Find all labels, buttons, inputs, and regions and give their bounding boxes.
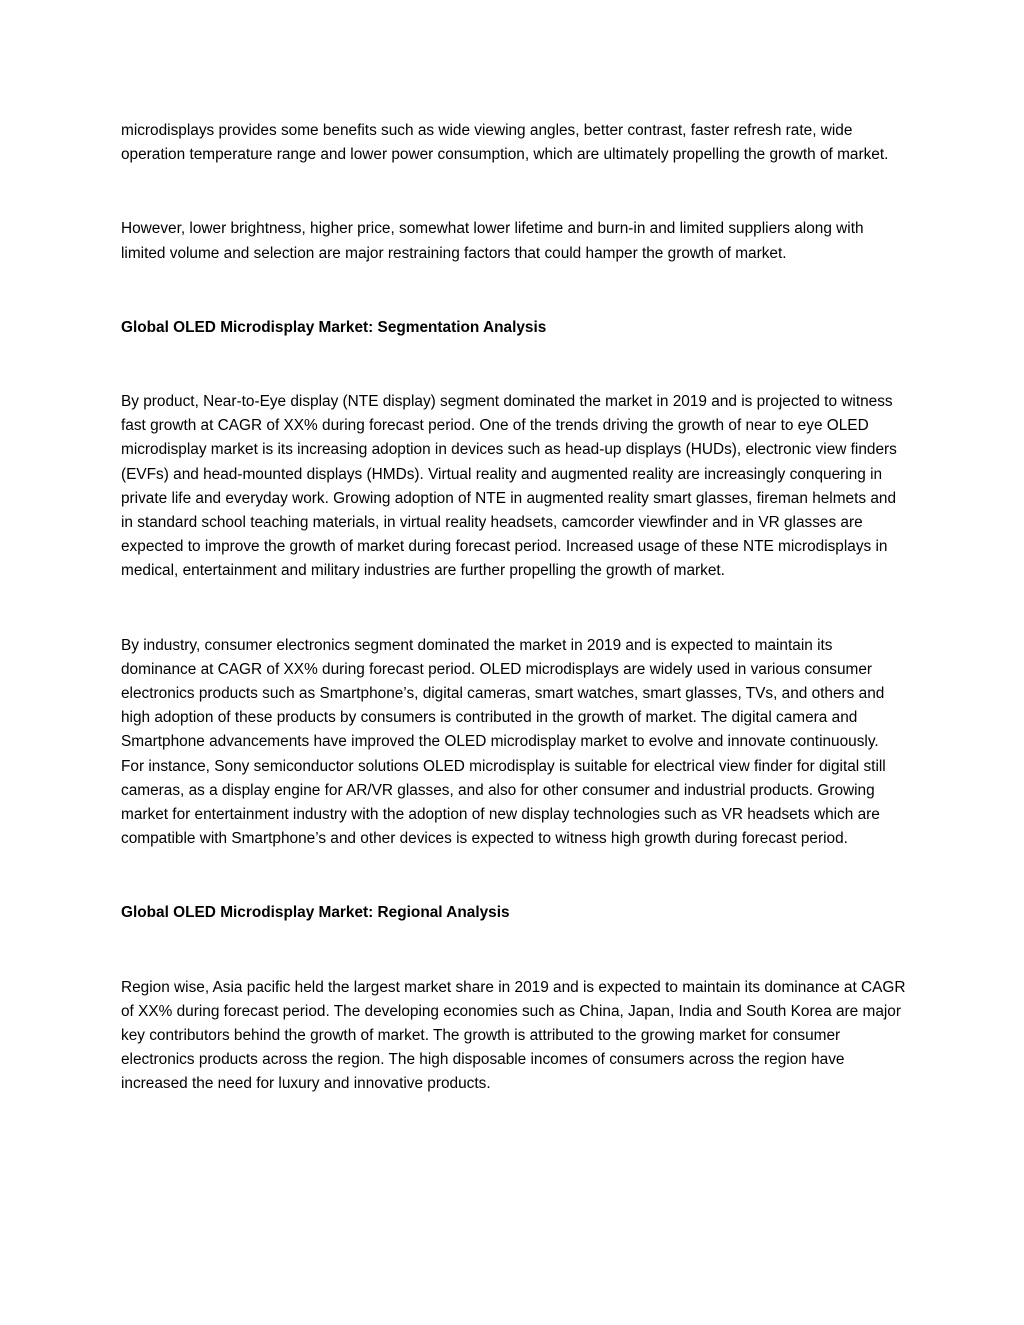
paragraph-spacer <box>121 340 906 390</box>
paragraph-by-industry: By industry, consumer electronics segment dominated the market in 2019 and is expected to maintain its dominance at CAGR of XX% during forecast period. OLED microdisplays are widely used in various consumer electronics products such as Smartphone’s, digital cameras, smart watches, smart glasses, TVs, and others and high adoption of these products by consumers is contributed in the growth of market. The digital camera and Smartphone advancements have improved the OLED microdisplay market to evolve and innovate continuously. For instance, Sony semiconductor solutions OLED microdisplay is suitable for electrical view finder for digital still cameras, as a display engine for AR/VR glasses, and also for other consumer and industrial products. Growing market for entertainment industry with the adoption of new display technologies such as VR headsets which are compatible with Smartphone’s and other devices is expected to witness high growth during forecast period. <box>121 636 886 848</box>
paragraph-spacer <box>121 584 906 634</box>
paragraph-spacer <box>121 851 906 901</box>
paragraph-by-product: By product, Near-to-Eye display (NTE display) segment dominated the market in 2019 and is projected to witness fast growth at CAGR of XX% during forecast period. One of the trends driving the growth of near to eye OLED microdisplay market is its increasing adoption in devices such as head-up displays (HUDs), electronic view finders (EVFs) and head-mounted displays (HMDs). Virtual reality and augmented reality are increasingly conquering in private life and everyday work. Growing adoption of NTE in augmented reality smart glasses, fireman helmets and in standard school teaching materials, in virtual reality headsets, camcorder viewfinder and in VR glasses are expected to improve the growth of market during forecast period. Increased usage of these NTE microdisplays in medical, entertainment and military industries are further propelling the growth of market. <box>121 393 897 580</box>
paragraph-spacer <box>121 266 906 316</box>
section-heading-segmentation: Global OLED Microdisplay Market: Segmentation Analysis <box>121 318 547 336</box>
document-body <box>121 119 906 1097</box>
paragraph-spacer <box>121 167 906 217</box>
paragraph-spacer <box>121 926 906 976</box>
paragraph-restraints: However, lower brightness, higher price, somewhat lower lifetime and burn-in and limited suppliers along with limited volume and selection are major restraining factors that could hamper the growth of market. <box>121 220 864 262</box>
paragraph-region-wise: Region wise, Asia pacific held the largest market share in 2019 and is expected to maintain its dominance at CAGR of XX% during forecast period. The developing economies such as China, Japan, India and South Korea are major key contributors behind the growth of market. The growth is attributed to the growing market for consumer electronics products across the region. The high disposable incomes of consumers across the region have increased the need for luxury and innovative products. <box>121 978 906 1093</box>
paragraph-benefits: microdisplays provides some benefits such as wide viewing angles, better contrast, faster refresh rate, wide operation temperature range and lower power consumption, which are ultimately propelling the growth of market. <box>121 122 889 164</box>
section-heading-regional: Global OLED Microdisplay Market: Regional Analysis <box>121 904 510 922</box>
